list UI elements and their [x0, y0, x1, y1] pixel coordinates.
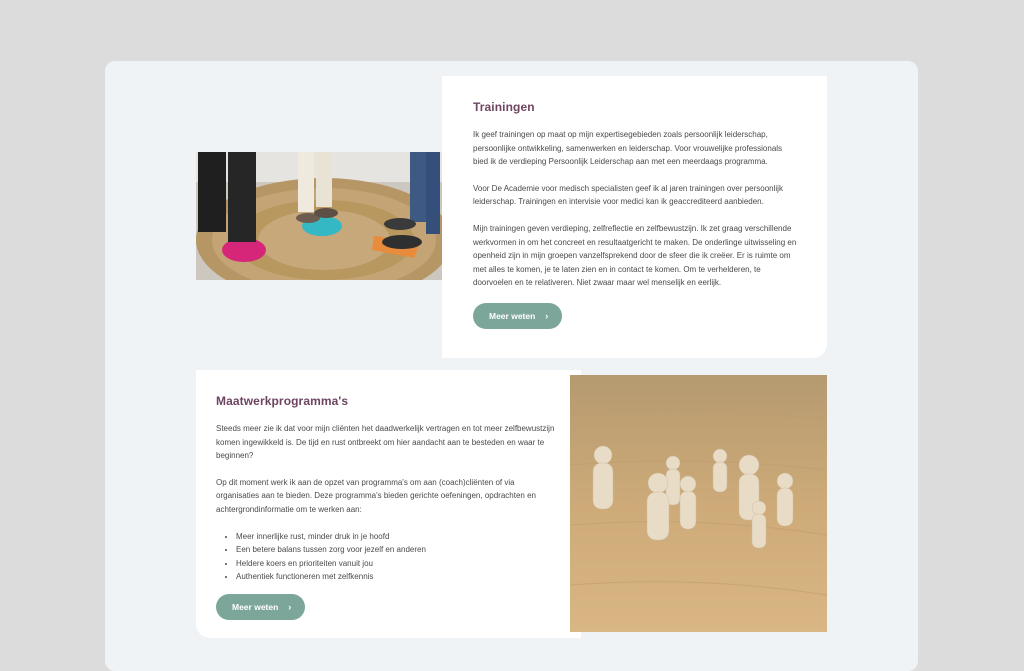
list-item: • Een betere balans tussen zorg voor jezelf en anderen: [236, 543, 557, 557]
button-label: Meer weten: [232, 601, 279, 612]
trainingen-paragraph: Voor De Academie voor medisch specialisten geef ik al jaren trainingen over persoonlijk leiderschap. Trainingen en intervisie voor medici kan ik geaccrediteerd aanbieden.: [473, 183, 783, 207]
maatwerk-list: [216, 530, 557, 584]
list-item: • Heldere koers en prioriteiten vanuit jou: [236, 557, 557, 571]
chevron-right-icon: ›: [288, 601, 292, 612]
chevron-right-icon: ›: [545, 310, 549, 321]
trainingen-title: Trainingen: [473, 100, 535, 114]
maatwerk-photo-illustration: [570, 375, 827, 632]
trainingen-paragraph: Mijn trainingen geven verdieping, zelfreflectie en zelfbewustzijn. Ik zet graag verschillende werkvormen in om het concreet en resultaatgericht te maken. De onderlinge uitwisseling en openheid zijn in mijn groepen vanzelfsprekend door de sfeer die ik creëer. Er is ruimte om met alles te komen, je te laten zien en in contact te komen. Om te verhelderen, te doorvoelen en te relativeren. Niet zwaar maar wel menselijk en eerlijk.: [473, 223, 797, 288]
maatwerk-card: [196, 370, 581, 638]
maatwerk-meer-weten-button[interactable]: [216, 594, 305, 620]
trainingen-photo-illustration: [196, 152, 452, 280]
maatwerk-photo: [570, 375, 827, 632]
trainingen-photo: [196, 152, 452, 280]
list-item: • Authentiek functioneren met zelfkennis: [236, 570, 557, 584]
list-item: • Meer innerlijke rust, minder druk in je hoofd: [236, 530, 557, 544]
maatwerk-paragraph: Steeds meer zie ik dat voor mijn cliënten het daadwerkelijk vertragen en tot meer zelfbewustzijn komen ingewikkeld is. De tijd en rust ontbreekt om hier aandacht aan te besteden en waar te beginnen?: [216, 424, 555, 461]
maatwerk-title: Maatwerkprogramma's: [216, 394, 349, 408]
trainingen-card: [442, 76, 827, 358]
trainingen-paragraph: Ik geef trainingen op maat op mijn expertisegebieden zoals persoonlijk leiderschap, persoonlijke ontwikkeling, samenwerken en leiderschap. Voor vrouwelijke professionals bied ik de verdieping Persoonlijk Leiderschap aan met een meerdaags programma.: [473, 130, 783, 167]
button-label: Meer weten: [489, 310, 536, 321]
maatwerk-paragraph: Op dit moment werk ik aan de opzet van programma's om aan (coach)cliënten of via organisaties aan te bieden. Deze programma's bieden gerichte oefeningen, opdrachten en achtergrondinformatie om te werken aan:: [216, 477, 536, 514]
trainingen-meer-weten-button[interactable]: [473, 303, 562, 329]
